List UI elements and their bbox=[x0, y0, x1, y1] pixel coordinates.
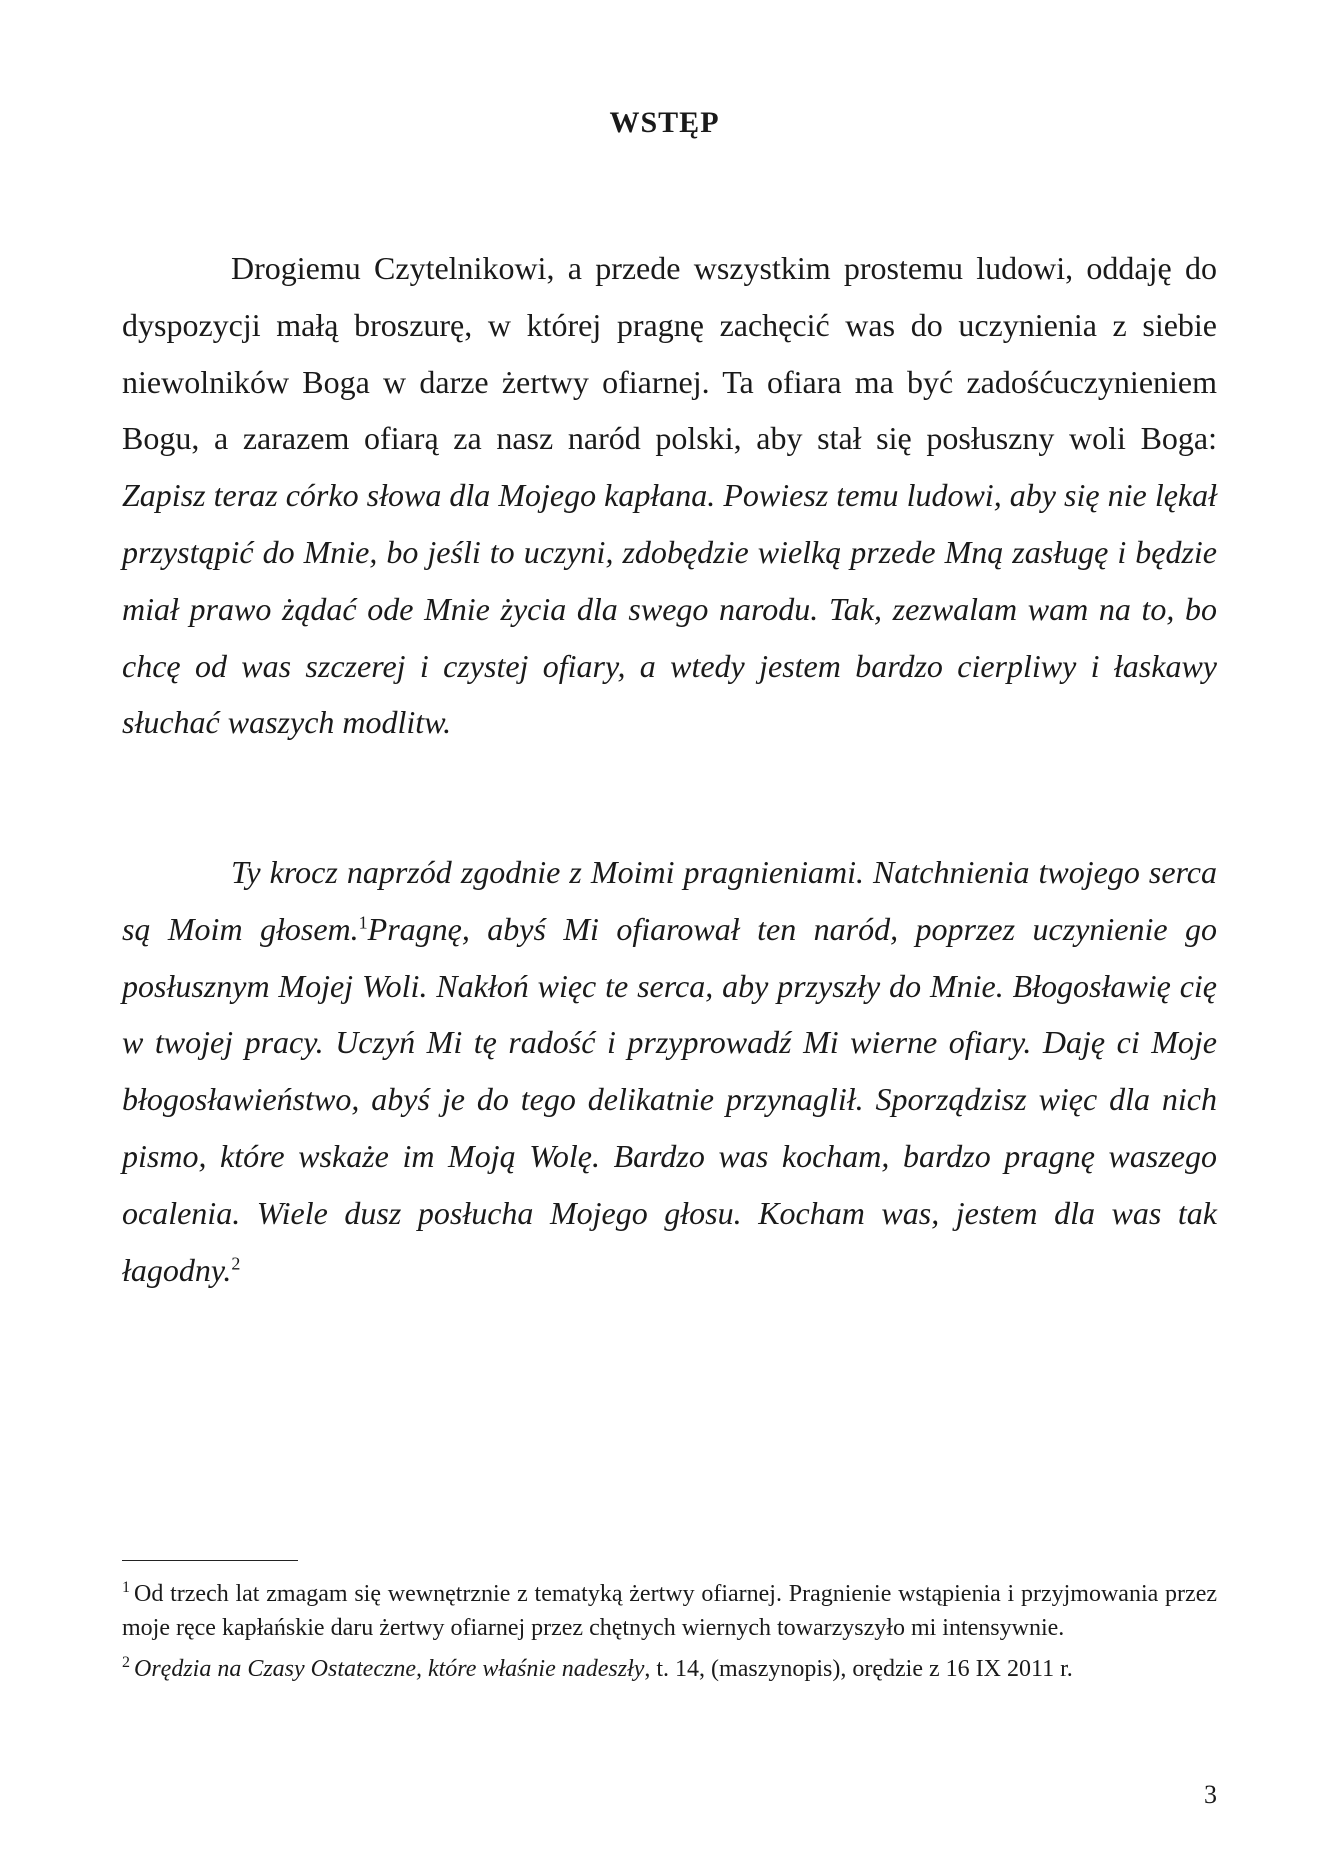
page-number: 3 bbox=[1204, 1780, 1217, 1809]
intro-paragraph-quote: Zapisz teraz córko słowa dla Mojego kapłana. Powiesz temu ludowi, aby się nie lękał przystąpić do Mnie, bo jeśli to uczyni, zdobędzie wielką przede Mną zasługę i będzie miał prawo żądać ode Mnie życia dla swego narodu. Tak, zezwalam wam na to, bo chcę od was szczerej i czystej ofiary, a wtedy jestem bardzo cierpliwy i łaskawy słuchać waszych modlitw. bbox=[122, 477, 1217, 741]
footnote-2-source-title: Orędzia na Czasy Ostateczne, które właśnie nadeszły bbox=[134, 1656, 645, 1682]
footnote-2-mark: 2 bbox=[122, 1654, 130, 1671]
footnote-1-mark: 1 bbox=[122, 1579, 130, 1596]
page-title: WSTĘP bbox=[609, 106, 720, 139]
footnote-2 bbox=[122, 1652, 1217, 1686]
footnote-separator bbox=[122, 1560, 298, 1561]
footnote-reference-1[interactable]: 1 bbox=[358, 912, 368, 933]
intro-paragraph bbox=[122, 240, 1217, 751]
footnote-1 bbox=[122, 1577, 1217, 1645]
footnote-1-text: Od trzech lat zmagam się wewnętrznie z tematyką żertwy ofiarnej. Pragnienie wstąpienia i przyjmowania przez moje ręce kapłańskie daru żertwy ofiarnej przez chętnych wiernych towarzyszyło mi intensywnie. bbox=[122, 1581, 1217, 1641]
intro-paragraph-text: Drogiemu Czytelnikowi, a przede wszystkim prostemu ludowi, oddaję do dyspozycji małą broszurę, w której pragnę zachęcić was do uczynienia z siebie niewolników Boga w darze żertwy ofiarnej. Ta ofiara ma być zadośćuczynieniem Bogu, a zarazem ofiarą za nasz naród polski, aby stał się posłuszny woli Boga: bbox=[122, 250, 1217, 457]
quote-paragraph bbox=[122, 844, 1217, 1298]
quote-paragraph-text-2: Pragnę, abyś Mi ofiarował ten naród, poprzez uczynienie go posłusznym Mojej Woli. Nakłoń więc te serca, aby przyszły do Mnie. Błogosławię cię w twojej pracy. Uczyń Mi tę radość i przyprowadź Mi wierne ofiary. Daję ci Moje błogosławieństwo, abyś je do tego delikatnie przynaglił. Sporządzisz więc dla nich pismo, które wskaże im Moją Wolę. Bardzo was kocham, bardzo pragnę waszego ocalenia. Wiele dusz posłucha Mojego głosu. Kocham was, jestem dla was tak łagodny. bbox=[122, 910, 1218, 1288]
footnotes bbox=[122, 1577, 1217, 1693]
footnote-reference-2[interactable]: 2 bbox=[231, 1252, 241, 1273]
footnote-2-text: , t. 14, (maszynopis), orędzie z 16 IX 2011 r. bbox=[644, 1656, 1073, 1682]
quote-paragraph-text-1: Ty krocz naprzód zgodnie z Moimi pragnieniami. Natchnienia twojego serca są Moim głosem. bbox=[122, 854, 1217, 947]
